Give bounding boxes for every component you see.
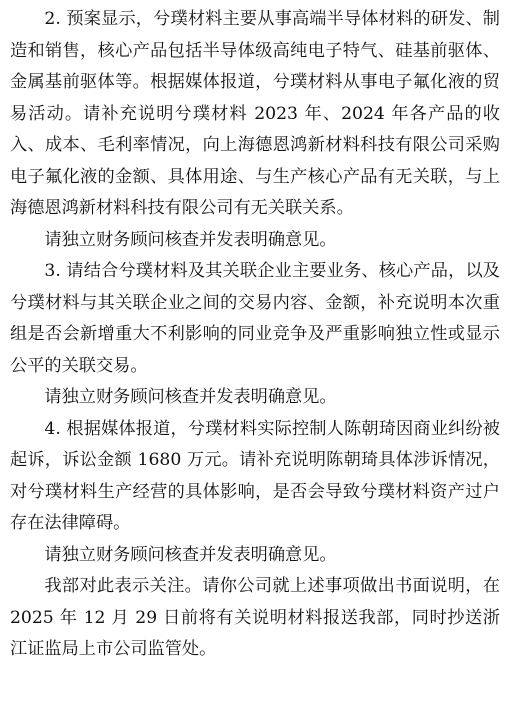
paragraph-item-2-preplan: 2. 预案显示，兮璞材料主要从事高端半导体材料的研发、制造和销售，核心产品包括半导体级高纯电子特气、硅基前驱体、金属基前驱体等。根据媒体报道，兮璞材料从事电子氟化液的贸易活动。请补充说明兮璞材料 2023 年、2024 年各产品的收入、成本、毛利率情况，向上海德恩鸿新材料科技有限公司采购电子氟化液的金额、具体用途、与生产核心产品有无关联，与上海德恩鸿新材料科技有限公司有无关联关系。 [10,9,500,218]
paragraph-request-advisor-opinion: 请独立财务顾问核查并发表明确意见。 [44,387,337,407]
paragraph-item-3-competition: 3. 请结合兮璞材料及其关联企业主要业务、核心产品，以及兮璞材料与其关联企业之间的交易内容、金额，补充说明本次重组是否会新增重大不利影响的同业竞争及严重影响独立性或显示公平的关联交易。 [10,261,500,376]
paragraph-request-advisor-opinion: 请独立财务顾问核查并发表明确意见。 [44,544,337,565]
paragraph-closing-notice: 我部对此表示关注。请你公司就上述事项做出书面说明，在 2025 年 12 月 29 日前将有关说明材料报送我部，同时抄送浙江证监局上市公司监管处。 [10,576,500,659]
paragraph-item-4-litigation: 4. 根据媒体报道，兮璞材料实际控制人陈朝琦因商业纠纷被起诉，诉讼金额 1680 万元。请补充说明陈朝琦具体涉诉情况，对兮璞材料生产经营的具体影响，是否会导致兮璞材料资产过户存在法律障碍。 [10,418,500,533]
paragraph-request-advisor-opinion: 请独立财务顾问核查并发表明确意见。 [44,229,337,250]
